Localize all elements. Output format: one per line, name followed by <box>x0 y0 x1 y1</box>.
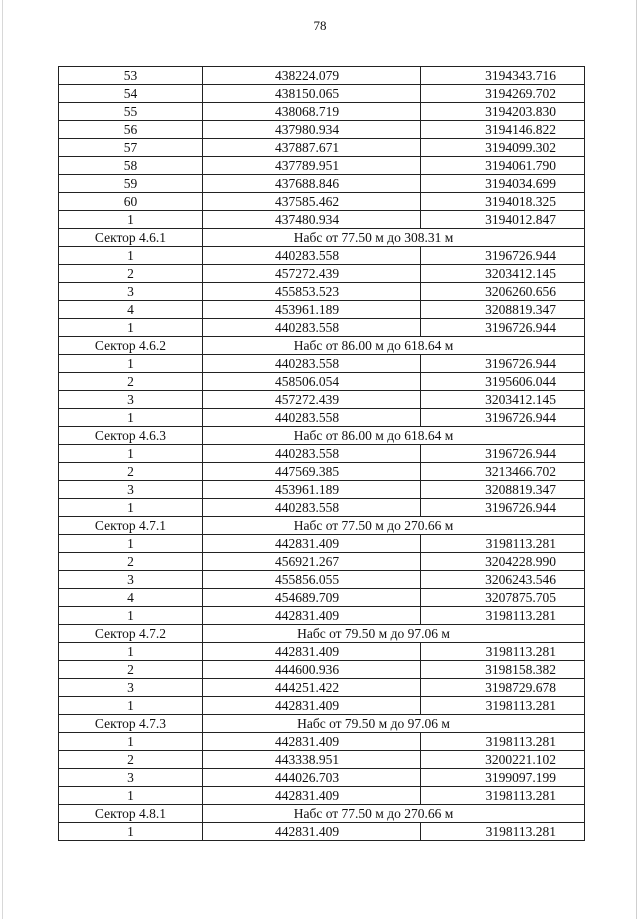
y-coordinate: 3194269.702 <box>421 85 585 103</box>
x-coordinate: 442831.409 <box>203 535 421 553</box>
point-number: 3 <box>59 679 203 697</box>
point-number: 59 <box>59 175 203 193</box>
table-row <box>59 157 585 175</box>
y-coordinate: 3196726.944 <box>421 247 585 265</box>
x-coordinate: 442831.409 <box>203 643 421 661</box>
point-number: 54 <box>59 85 203 103</box>
point-number: 53 <box>59 67 203 85</box>
x-coordinate: 440283.558 <box>203 445 421 463</box>
x-coordinate: 442831.409 <box>203 823 421 841</box>
point-number: 1 <box>59 211 203 229</box>
table-row <box>59 409 585 427</box>
point-number: 1 <box>59 445 203 463</box>
table-row <box>59 319 585 337</box>
table-row <box>59 679 585 697</box>
x-coordinate: 455853.523 <box>203 283 421 301</box>
table-row <box>59 103 585 121</box>
x-coordinate: 437480.934 <box>203 211 421 229</box>
y-coordinate: 3198729.678 <box>421 679 585 697</box>
point-number: 1 <box>59 787 203 805</box>
table-row <box>59 481 585 499</box>
point-number: 1 <box>59 697 203 715</box>
table-row <box>59 85 585 103</box>
x-coordinate: 442831.409 <box>203 697 421 715</box>
y-coordinate: 3196726.944 <box>421 445 585 463</box>
point-number: 2 <box>59 373 203 391</box>
sector-height-range: Набс от 86.00 м до 618.64 м <box>203 427 585 445</box>
table-row <box>59 247 585 265</box>
sector-header-row <box>59 625 585 643</box>
sector-header-row <box>59 715 585 733</box>
table-row <box>59 751 585 769</box>
x-coordinate: 442831.409 <box>203 787 421 805</box>
table-row <box>59 733 585 751</box>
table-row <box>59 535 585 553</box>
table-row <box>59 499 585 517</box>
sector-label: Сектор 4.6.3 <box>59 427 203 445</box>
table-row <box>59 301 585 319</box>
x-coordinate: 457272.439 <box>203 265 421 283</box>
table-row <box>59 121 585 139</box>
sector-label: Сектор 4.6.2 <box>59 337 203 355</box>
table-row <box>59 661 585 679</box>
y-coordinate: 3196726.944 <box>421 499 585 517</box>
y-coordinate: 3194203.830 <box>421 103 585 121</box>
x-coordinate: 455856.055 <box>203 571 421 589</box>
point-number: 3 <box>59 283 203 301</box>
point-number: 3 <box>59 481 203 499</box>
x-coordinate: 437887.671 <box>203 139 421 157</box>
x-coordinate: 444026.703 <box>203 769 421 787</box>
sector-header-row <box>59 229 585 247</box>
y-coordinate: 3194034.699 <box>421 175 585 193</box>
scan-edge-right <box>636 0 637 919</box>
x-coordinate: 438224.079 <box>203 67 421 85</box>
y-coordinate: 3203412.145 <box>421 265 585 283</box>
y-coordinate: 3194146.822 <box>421 121 585 139</box>
y-coordinate: 3199097.199 <box>421 769 585 787</box>
x-coordinate: 456921.267 <box>203 553 421 571</box>
table-row <box>59 139 585 157</box>
point-number: 4 <box>59 301 203 319</box>
x-coordinate: 444251.422 <box>203 679 421 697</box>
x-coordinate: 447569.385 <box>203 463 421 481</box>
y-coordinate: 3200221.102 <box>421 751 585 769</box>
y-coordinate: 3207875.705 <box>421 589 585 607</box>
y-coordinate: 3206260.656 <box>421 283 585 301</box>
y-coordinate: 3198113.281 <box>421 535 585 553</box>
y-coordinate: 3196726.944 <box>421 355 585 373</box>
y-coordinate: 3194012.847 <box>421 211 585 229</box>
sector-height-range: Набс от 77.50 м до 270.66 м <box>203 517 585 535</box>
x-coordinate: 438150.065 <box>203 85 421 103</box>
sector-height-range: Набс от 86.00 м до 618.64 м <box>203 337 585 355</box>
table-row <box>59 607 585 625</box>
x-coordinate: 440283.558 <box>203 247 421 265</box>
x-coordinate: 437789.951 <box>203 157 421 175</box>
table-row <box>59 355 585 373</box>
coordinates-table-body <box>59 67 585 841</box>
sector-label: Сектор 4.7.1 <box>59 517 203 535</box>
y-coordinate: 3204228.990 <box>421 553 585 571</box>
table-row <box>59 445 585 463</box>
y-coordinate: 3198113.281 <box>421 697 585 715</box>
coordinates-table <box>58 66 585 841</box>
x-coordinate: 457272.439 <box>203 391 421 409</box>
table-row <box>59 67 585 85</box>
table-row <box>59 553 585 571</box>
point-number: 3 <box>59 391 203 409</box>
x-coordinate: 440283.558 <box>203 409 421 427</box>
table-row <box>59 283 585 301</box>
table-row <box>59 643 585 661</box>
y-coordinate: 3195606.044 <box>421 373 585 391</box>
y-coordinate: 3194018.325 <box>421 193 585 211</box>
point-number: 58 <box>59 157 203 175</box>
table-row <box>59 823 585 841</box>
point-number: 3 <box>59 571 203 589</box>
x-coordinate: 442831.409 <box>203 733 421 751</box>
point-number: 1 <box>59 535 203 553</box>
x-coordinate: 440283.558 <box>203 319 421 337</box>
scan-edge-left <box>2 0 3 919</box>
point-number: 2 <box>59 265 203 283</box>
table-row <box>59 571 585 589</box>
x-coordinate: 437688.846 <box>203 175 421 193</box>
y-coordinate: 3198113.281 <box>421 787 585 805</box>
x-coordinate: 440283.558 <box>203 355 421 373</box>
x-coordinate: 453961.189 <box>203 481 421 499</box>
point-number: 57 <box>59 139 203 157</box>
sector-header-row <box>59 517 585 535</box>
point-number: 2 <box>59 553 203 571</box>
sector-header-row <box>59 805 585 823</box>
point-number: 1 <box>59 247 203 265</box>
y-coordinate: 3194061.790 <box>421 157 585 175</box>
x-coordinate: 437980.934 <box>203 121 421 139</box>
table-row <box>59 589 585 607</box>
point-number: 55 <box>59 103 203 121</box>
table-row <box>59 373 585 391</box>
x-coordinate: 442831.409 <box>203 607 421 625</box>
point-number: 4 <box>59 589 203 607</box>
x-coordinate: 453961.189 <box>203 301 421 319</box>
sector-height-range: Набс от 79.50 м до 97.06 м <box>203 625 585 643</box>
sector-label: Сектор 4.8.1 <box>59 805 203 823</box>
point-number: 2 <box>59 661 203 679</box>
y-coordinate: 3206243.546 <box>421 571 585 589</box>
point-number: 1 <box>59 643 203 661</box>
y-coordinate: 3208819.347 <box>421 301 585 319</box>
page-number: 78 <box>313 18 327 33</box>
x-coordinate: 443338.951 <box>203 751 421 769</box>
point-number: 60 <box>59 193 203 211</box>
sector-label: Сектор 4.6.1 <box>59 229 203 247</box>
point-number: 2 <box>59 463 203 481</box>
y-coordinate: 3196726.944 <box>421 409 585 427</box>
y-coordinate: 3198113.281 <box>421 607 585 625</box>
point-number: 1 <box>59 319 203 337</box>
x-coordinate: 444600.936 <box>203 661 421 679</box>
table-row <box>59 787 585 805</box>
y-coordinate: 3198113.281 <box>421 643 585 661</box>
table-row <box>59 211 585 229</box>
table-row <box>59 193 585 211</box>
y-coordinate: 3198158.382 <box>421 661 585 679</box>
point-number: 1 <box>59 409 203 427</box>
table-row <box>59 265 585 283</box>
sector-header-row <box>59 337 585 355</box>
table-row <box>59 463 585 481</box>
y-coordinate: 3203412.145 <box>421 391 585 409</box>
y-coordinate: 3196726.944 <box>421 319 585 337</box>
y-coordinate: 3198113.281 <box>421 823 585 841</box>
sector-height-range: Набс от 77.50 м до 270.66 м <box>203 805 585 823</box>
sector-height-range: Набс от 79.50 м до 97.06 м <box>203 715 585 733</box>
point-number: 1 <box>59 733 203 751</box>
sector-header-row <box>59 427 585 445</box>
point-number: 1 <box>59 607 203 625</box>
sector-height-range: Набс от 77.50 м до 308.31 м <box>203 229 585 247</box>
y-coordinate: 3198113.281 <box>421 733 585 751</box>
table-row <box>59 175 585 193</box>
y-coordinate: 3194343.716 <box>421 67 585 85</box>
y-coordinate: 3194099.302 <box>421 139 585 157</box>
point-number: 2 <box>59 751 203 769</box>
sector-label: Сектор 4.7.3 <box>59 715 203 733</box>
x-coordinate: 454689.709 <box>203 589 421 607</box>
table-row <box>59 391 585 409</box>
point-number: 56 <box>59 121 203 139</box>
y-coordinate: 3213466.702 <box>421 463 585 481</box>
point-number: 1 <box>59 355 203 373</box>
x-coordinate: 438068.719 <box>203 103 421 121</box>
sector-label: Сектор 4.7.2 <box>59 625 203 643</box>
point-number: 1 <box>59 499 203 517</box>
x-coordinate: 440283.558 <box>203 499 421 517</box>
x-coordinate: 458506.054 <box>203 373 421 391</box>
table-row <box>59 697 585 715</box>
point-number: 3 <box>59 769 203 787</box>
point-number: 1 <box>59 823 203 841</box>
table-row <box>59 769 585 787</box>
x-coordinate: 437585.462 <box>203 193 421 211</box>
y-coordinate: 3208819.347 <box>421 481 585 499</box>
